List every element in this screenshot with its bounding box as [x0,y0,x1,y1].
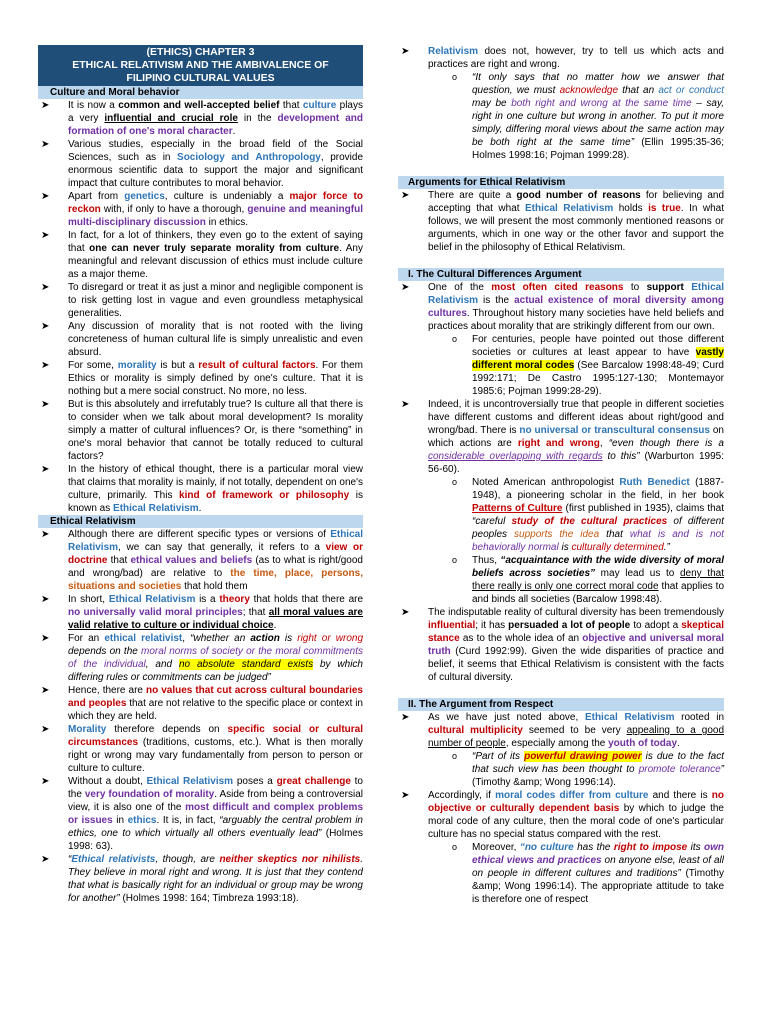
arrow-bullet-icon: ➤ [401,399,410,410]
text-run: most often cited reasons [491,282,624,293]
text-run: that [107,555,131,566]
text-run: Ruth Benedict [619,477,690,488]
text-run: (traditions, customs, etc.). What is then morally right or wrong may vary fundamentally from person to person or culture to culture. [68,737,363,774]
text-run: as to the whole idea of an [459,633,583,644]
text-run: no universally valid moral principles [68,607,243,618]
circle-bullet-icon: o [452,334,458,344]
list-item [398,606,724,684]
text-run: – say, right in one culture but wrong in another. To put it more simply, differing moral views about the same action may be both right at the same time” [472,98,725,148]
text-run: ; it has [475,620,509,631]
arrow-bullet-icon: ➤ [41,321,50,332]
text-run: is known as [68,490,364,514]
text-run: . In what follows, we will present the most commonly mentioned reasons or arguments, which in one way or the other favor and support the belief in the philosophy of Ethical Relativism. [428,203,724,253]
text-run: right to impose [613,842,688,853]
text-run: genuine and meaningful multi-disciplinary discussion [68,204,363,228]
list-item [38,463,363,515]
text-run: (1887-1948), a pioneering scholar in the field, in her book [472,477,725,501]
text-run: genetics [124,191,165,202]
text-run: Morality [68,724,107,735]
text-run: the time, place, persons, situations and societies [68,568,363,592]
text-run: both right and wrong at the same time [511,98,692,109]
text-run: “arguably the central problem in ethics, one to which virtually all others eventually lead” [68,815,363,839]
text-run: what is and is not behaviorally normal [472,529,724,553]
text-run: skeptical stance [428,620,724,644]
text-run: therefore depends on [106,724,228,735]
text-run: . Any meaningful and relevant discussion of ethics must include culture as a major theme. [68,243,363,280]
text-run: ” [720,764,724,775]
text-run: , [599,438,609,449]
text-run: support [646,282,684,293]
text-run: “ [68,854,72,865]
text-run: for believing and accepting that what [428,190,725,214]
text-run: powerful drawing power [524,751,642,762]
sub-list-item [398,750,724,789]
text-run: . [273,620,277,631]
list-item [38,99,363,138]
text-run: in ethics. [205,217,249,228]
text-run: “acquaintance with the wide diversity of moral beliefs across societies” [472,555,724,579]
text-run: in the [237,113,278,124]
text-run: .” [663,542,670,553]
text-run: good number of reasons [516,190,641,201]
text-run: is due to the fact that such view has been thought to [472,751,724,775]
text-run: “careful [472,516,512,527]
text-run: It is now a [68,100,119,111]
text-run: to adopt a [630,620,682,631]
text-run: Ethical Relativism [428,282,724,306]
text-run: promote tolerance [638,764,721,775]
text-run: actual existence of moral diversity among cultures [428,295,724,319]
text-run: Indeed, it is uncontroversially true that people in different societies have different customs and different ideas about right/good and wrong/bad. There is [428,399,724,436]
text-run: , culture is undeniably a [164,191,290,202]
text-run: Thus, [472,555,501,566]
text-run: theory [219,594,250,605]
text-run: is true [648,203,681,214]
text-run: , we can say that generally, it refers to a [118,542,326,553]
text-run: (Holmes 1998: 63). [68,828,363,852]
list-item [38,723,363,775]
text-run: common and well-accepted belief [118,100,280,111]
arrow-bullet-icon: ➤ [401,790,410,801]
text-run: supports the idea [514,529,600,540]
arrow-bullet-icon: ➤ [401,190,410,201]
text-run: great challenge [276,776,351,787]
circle-bullet-icon: o [452,72,458,82]
text-run: ETHICAL RELATIVISM AND THE AMBIVALENCE OF [72,59,329,71]
arrow-bullet-icon: ➤ [401,712,410,723]
text-run: Although there are different specific types or versions of [68,529,331,540]
text-run: influential [428,620,476,631]
text-run: Noted American anthropologist [472,477,620,488]
arrow-bullet-icon: ➤ [41,633,50,644]
arrow-bullet-icon: ➤ [41,100,50,111]
text-run: cultural multiplicity [428,725,523,736]
text-run: For centuries, people have pointed out those different societies or cultures at least appear to have [472,334,724,358]
arrow-bullet-icon: ➤ [41,282,50,293]
text-run: (Ellin 1995:35-36; Holmes 1998:16; Pojman 1999:28). [472,137,724,161]
text-run: moral norms of society or the moral commitments of the individual [68,646,364,670]
text-run: may be [472,98,512,109]
section-ethical-relativism: Ethical Relativism [38,515,363,528]
text-run: (Curd 1992:99). Given the wide disparities of practice and belief, it seems that Ethical Relativism is consistent with the facts of cultural diversity. [428,646,724,683]
text-run: Ethical Relativism [584,712,675,723]
text-run: , provide enormous scientific data to support the major and significant impact that culture contributes to moral behavior. [68,152,364,189]
text-run: To disregard or treat it as just a minor and negligible component is to risk getting lost in vague and even groundless metaphysical generalities. [68,282,363,319]
text-run: persuaded a lot of people [508,620,631,631]
text-run: Ethical Relativism [113,503,199,514]
text-run: Without a doubt, [68,776,147,787]
text-run: kind of framework or philosophy [179,490,350,501]
text-run: in [112,815,128,826]
text-run: . They believe in moral right and wrong. It is just that they contend that what is basically right for an individual or group may be wrong for another” [68,854,364,904]
text-run: no universal or transcultural consensus [519,425,710,436]
text-run: of different peoples [472,516,725,540]
text-run: . Aside from being a controversial view, it is also one of the [68,789,363,813]
list-item [38,853,363,905]
text-run: is but a [156,360,199,371]
text-run: most difficult and complex problems or issues [68,802,364,826]
arrow-bullet-icon: ➤ [41,529,50,540]
list-item [398,189,724,254]
text-run: depends on the [68,646,142,657]
text-run: Apart from [68,191,125,202]
list-item [38,775,363,853]
arrow-bullet-icon: ➤ [41,139,50,150]
sub-list-item [398,554,724,606]
text-run: on which actions are [428,425,724,449]
text-run: poses a [233,776,277,787]
text-run: , though, are [155,854,220,865]
right-column [398,45,724,906]
text-run: view or doctrine [68,542,363,566]
list-item [38,528,363,593]
arrow-bullet-icon: ➤ [41,360,50,371]
list-item [398,398,724,476]
circle-bullet-icon: o [452,477,458,487]
section-cultural-differences: I. The Cultural Differences Argument [398,268,724,281]
arrow-bullet-icon: ➤ [401,607,410,618]
text-run: “Part of its [472,751,525,762]
text-run: that [599,529,630,540]
sub-list-item [398,841,724,906]
text-run: act or conduct [658,85,725,96]
list-item [38,398,363,463]
text-run: that applies to and binds all societies (Barcalow 1998:48). [472,581,725,605]
text-run: “even though there is a [608,438,724,449]
text-run: vastly different moral codes [472,347,724,371]
text-run: Ethical Relativism [68,529,363,553]
text-run: (Holmes 1998: 164; Timbreza 1993:18). [119,893,299,904]
section-culture-moral: Culture and Moral behavior [38,86,363,99]
text-run: culturally determined [571,542,664,553]
text-run: ethical relativist [104,633,183,644]
text-run: ; that [242,607,269,618]
text-run: and there is [648,790,712,801]
text-run: “no culture [519,842,574,853]
text-run: . Throughout history many societies have held beliefs and practices about morality that are strikingly different from our own. [428,308,724,332]
section-respect: II. The Argument from Respect [398,698,724,711]
list-item [38,359,363,398]
text-run: . For them Ethics or morality is simply defined by one's culture. That it is nothing but a mere social construct. No more, no less. [68,360,363,397]
list-item [398,789,724,841]
text-run: that an [618,85,659,96]
text-run: Ethical relativists [71,854,156,865]
text-run: One of the [428,282,492,293]
text-run: is the [478,295,515,306]
text-run: (Warburton 1995: 56-60). [428,451,725,475]
arrow-bullet-icon: ➤ [41,230,50,241]
list-item [398,281,724,333]
text-run: objective and universal moral truth [428,633,724,657]
arrow-bullet-icon: ➤ [41,399,50,410]
text-run: with, if only to have a thorough, [100,204,248,215]
text-run: neither skeptics nor nihilists [219,854,361,865]
text-run: specific social or cultural circumstances [68,724,363,748]
arrow-bullet-icon: ➤ [41,776,50,787]
text-run: , [182,633,191,644]
text-run: morality [117,360,157,371]
text-run: rooted in [674,712,725,723]
chapter-title [38,45,363,86]
text-run: Ethical Relativism [525,203,614,214]
left-column [38,45,363,905]
list-item [38,632,363,684]
text-run: by which to judge the moral code of any culture, then the moral code of one's particular culture has no special status compared with the rest. [428,803,724,840]
text-run: no values that cut across cultural boundaries and peoples [68,685,363,709]
arrow-bullet-icon: ➤ [41,854,50,865]
text-run: action [250,633,280,644]
text-run: result of cultural factors [198,360,316,371]
text-run: by which differing rules or commitments can be judged” [68,659,363,683]
text-run: , and [145,659,179,670]
text-run: ethics [127,815,157,826]
circle-bullet-icon: o [452,842,458,852]
sub-list-item [398,476,724,554]
text-run: right or wrong [297,633,364,644]
text-run: is [279,633,298,644]
text-run: . [198,503,202,514]
text-run: There are quite a [428,190,517,201]
text-run: In the history of ethical thought, there is a particular moral view that claims that morality is mainly, if not totally, dependent on one's culture, primarily. This [68,464,363,501]
text-run: youth of today [608,738,678,749]
arrow-bullet-icon: ➤ [41,191,50,202]
list-item [398,45,724,71]
list-item [38,320,363,359]
text-run: For some, [68,360,118,371]
text-run: holds [613,203,649,214]
text-run: plays a very [68,100,363,124]
text-run: appealing to a good number of people [428,725,725,749]
text-run: no absolute standard exists [178,659,314,670]
text-run: is a [195,594,220,605]
text-run: (ETHICS) CHAPTER 3 [146,46,255,58]
text-run: acknowledge [559,85,618,96]
text-run: Hence, there are [68,685,146,696]
text-run: may lead us to [595,568,680,579]
text-run: its [687,842,704,853]
circle-bullet-icon: o [452,751,458,761]
circle-bullet-icon: o [452,555,458,565]
arrow-bullet-icon: ➤ [41,724,50,735]
list-item [38,593,363,632]
text-run: In fact, for a lot of thinkers, they even go to the extent of saying that [68,230,363,254]
text-run: Accordingly, if [428,790,496,801]
sub-list-item [398,333,724,398]
list-item [38,229,363,281]
text-run: . It is, in fact, [156,815,220,826]
list-item [38,684,363,723]
text-run: (Timothy &amp; Wong 1996:14). The appropriate attitude to take is therefore one of respect [472,868,724,905]
text-run: own ethical views and practices [472,842,724,866]
text-run: As we have just noted above, [428,712,585,723]
text-run: ethical values and beliefs [130,555,253,566]
text-run: The indisputable reality of cultural diversity has been tremendously [428,607,724,618]
text-run: to this” [602,451,640,462]
text-run: study of the cultural practices [511,516,668,527]
text-run: on anyone else, least of all on people in different cultures and traditions” [472,855,724,879]
text-run: to the [68,776,363,800]
text-run: Relativism [428,46,479,57]
text-run: “It only says that no matter how we answer that question, we must [472,72,724,96]
text-run: that [279,100,303,111]
arrow-bullet-icon: ➤ [401,46,410,57]
text-run: to [623,282,647,293]
list-item [38,190,363,229]
text-run: , especially among the [505,738,609,749]
text-run: Patterns of Culture [472,503,563,514]
text-run: Sociology and Anthropology [177,152,321,163]
text-run: . [232,126,236,137]
text-run: (first published in 1935), claims that [562,503,725,514]
arrow-bullet-icon: ➤ [41,464,50,475]
list-item [38,138,363,190]
text-run: Ethical Relativism [146,776,234,787]
text-run: Moreover, [472,842,520,853]
text-run: deny that there really is only one correct moral code [472,568,724,592]
text-run: that hold them [181,581,248,592]
text-run: moral codes differ from culture [495,790,649,801]
text-run: major force to reckon [68,191,363,215]
text-run: FILIPINO CULTURAL VALUES [126,72,275,84]
text-run: For an [68,633,105,644]
arrow-bullet-icon: ➤ [41,594,50,605]
text-run: that are not relative to the specific place or context in which they are held. [68,698,363,722]
list-item [38,281,363,320]
text-run: one can never truly separate morality from culture [89,243,340,254]
text-run: (as to what is right/good and wrong/bad) are relative to [68,555,363,579]
text-run: (Timothy &amp; Wong 1996:14). [472,777,616,788]
text-run: has the [573,842,614,853]
text-run: culture [302,100,337,111]
text-run: very foundation of morality [84,789,215,800]
sub-list-item [398,71,724,162]
text-run: “whether an [190,633,251,644]
text-run: is [558,542,572,553]
list-item [398,711,724,750]
arrow-bullet-icon: ➤ [41,685,50,696]
text-run: . [677,738,680,749]
text-run: no objective or culturally dependent basis [428,790,724,814]
text-run: Ethical Relativism [108,594,196,605]
text-run: does not, however, try to tell us which acts and practices are right and wrong. [428,46,724,70]
text-run: that holds that there are [249,594,364,605]
text-run: right and wrong [517,438,600,449]
section-arguments: Arguments for Ethical Relativism [398,176,724,189]
arrow-bullet-icon: ➤ [401,282,410,293]
text-run: development and formation of one's moral character [68,113,363,137]
text-run: Any discussion of morality that is not rooted with the living concreteness of human cultural life is simply unrealistic and even absurd. [68,321,363,358]
text-run: all moral values are valid relative to culture or individual choice [68,607,363,631]
text-run: influential and crucial role [104,113,238,124]
text-run: considerable overlapping with regards [428,451,603,462]
text-run: (See Barcalow 1998:48-49; Curd 1992:171; De Castro 1995:127-130; Montemayor 1985:6; Pojman 1999:28-29). [472,360,724,397]
text-run: In short, [68,594,109,605]
text-run: Various studies, especially in the broad field of the Social Sciences, such as in [68,139,363,163]
text-run: But is this absolutely and irrefutably true? Is culture all that there is to consider when we talk about moral development? Is morality simply a matter of cultural influences? Or, is there “something” in one's moral behavior that cannot be totally reduced to cultural factors? [68,399,363,462]
text-run: seemed to be very [522,725,627,736]
